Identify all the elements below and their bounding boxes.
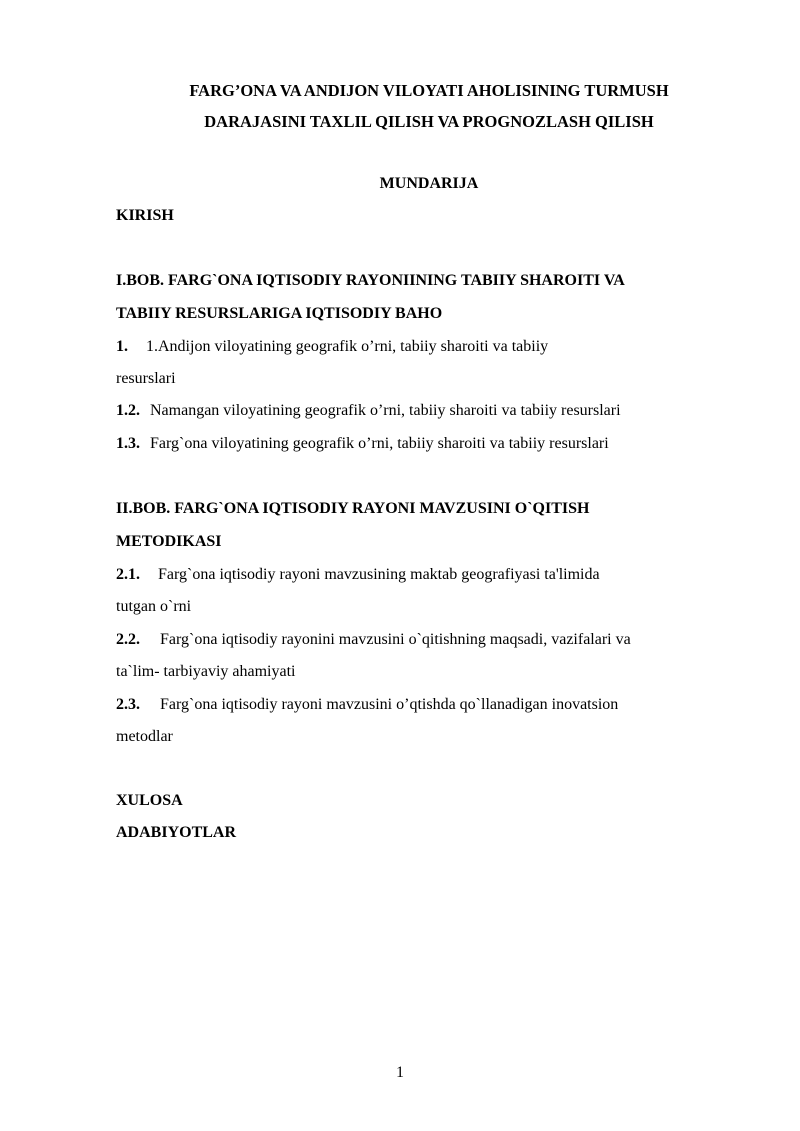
toc-references: ADABIYOTLAR: [116, 824, 237, 841]
chapter-1-title-line-2: TABIIY RESURSLARIGA IQTISODIY BAHO: [116, 305, 443, 322]
toc-item-2-2-continuation: ta`lim- tarbiyaviy ahamiyati: [116, 663, 296, 680]
contents-heading: MUNDARIJA: [379, 175, 479, 192]
toc-item-1-2: [116, 402, 742, 420]
toc-item-2-1-continuation: tutgan o`rni: [116, 598, 192, 615]
title-line-2: DARAJASINI TAXLIL QILISH VA PROGNOZLASH QILISH: [204, 112, 654, 131]
toc-item-number: 1.: [116, 338, 128, 355]
toc-conclusion: XULOSA: [116, 792, 183, 809]
toc-item-2-3: [116, 696, 742, 714]
toc-item-2-2: [116, 631, 742, 649]
page-number: 1: [396, 1064, 404, 1081]
toc-item-text: 1.Andijon viloyatining geografik o’rni, tabiiy sharoiti va tabiiy: [146, 338, 549, 355]
document-title: [116, 75, 742, 137]
chapter-2-title-line-2: METODIKASI: [116, 533, 222, 550]
title-line-1: FARG’ONA VA ANDIJON VILOYATI AHOLISINING TURMUSH: [189, 81, 669, 100]
toc-item-2-3-continuation: metodlar: [116, 728, 173, 745]
toc-item-number: 2.1.: [116, 566, 140, 583]
toc-item-number: 2.2.: [116, 631, 140, 648]
toc-item-text: Farg`ona iqtisodiy rayonini mavzusini o`qitishning maqsadi, vazifalari va: [160, 631, 631, 648]
toc-intro: KIRISH: [116, 207, 174, 224]
toc-item-1-1-continuation: resurslari: [116, 370, 176, 387]
toc-item-text: Farg`ona iqtisodiy rayoni mavzusining maktab geografiyasi ta'limida: [158, 566, 600, 583]
toc-item-1-3: [116, 435, 742, 453]
toc-item-1-1: [116, 338, 742, 356]
toc-item-text: Farg`ona viloyatining geografik o’rni, tabiiy sharoiti va tabiiy resurslari: [150, 435, 609, 452]
chapter-1-title-line-1: I.BOB. FARG`ONA IQTISODIY RAYONIINING TABIIY SHAROITI VA: [116, 272, 625, 289]
chapter-2-title-line-1: II.BOB. FARG`ONA IQTISODIY RAYONI MAVZUSINI O`QITISH: [116, 500, 590, 517]
toc-item-text: Namangan viloyatining geografik o’rni, tabiiy sharoiti va tabiiy resurslari: [150, 402, 621, 419]
toc-item-text: Farg`ona iqtisodiy rayoni mavzusini o’qtishda qo`llanadigan inovatsion: [160, 696, 619, 713]
toc-item-number: 1.3.: [116, 435, 140, 452]
toc-item-2-1: [116, 566, 742, 584]
toc-item-number: 1.2.: [116, 402, 140, 419]
toc-item-number: 2.3.: [116, 696, 140, 713]
